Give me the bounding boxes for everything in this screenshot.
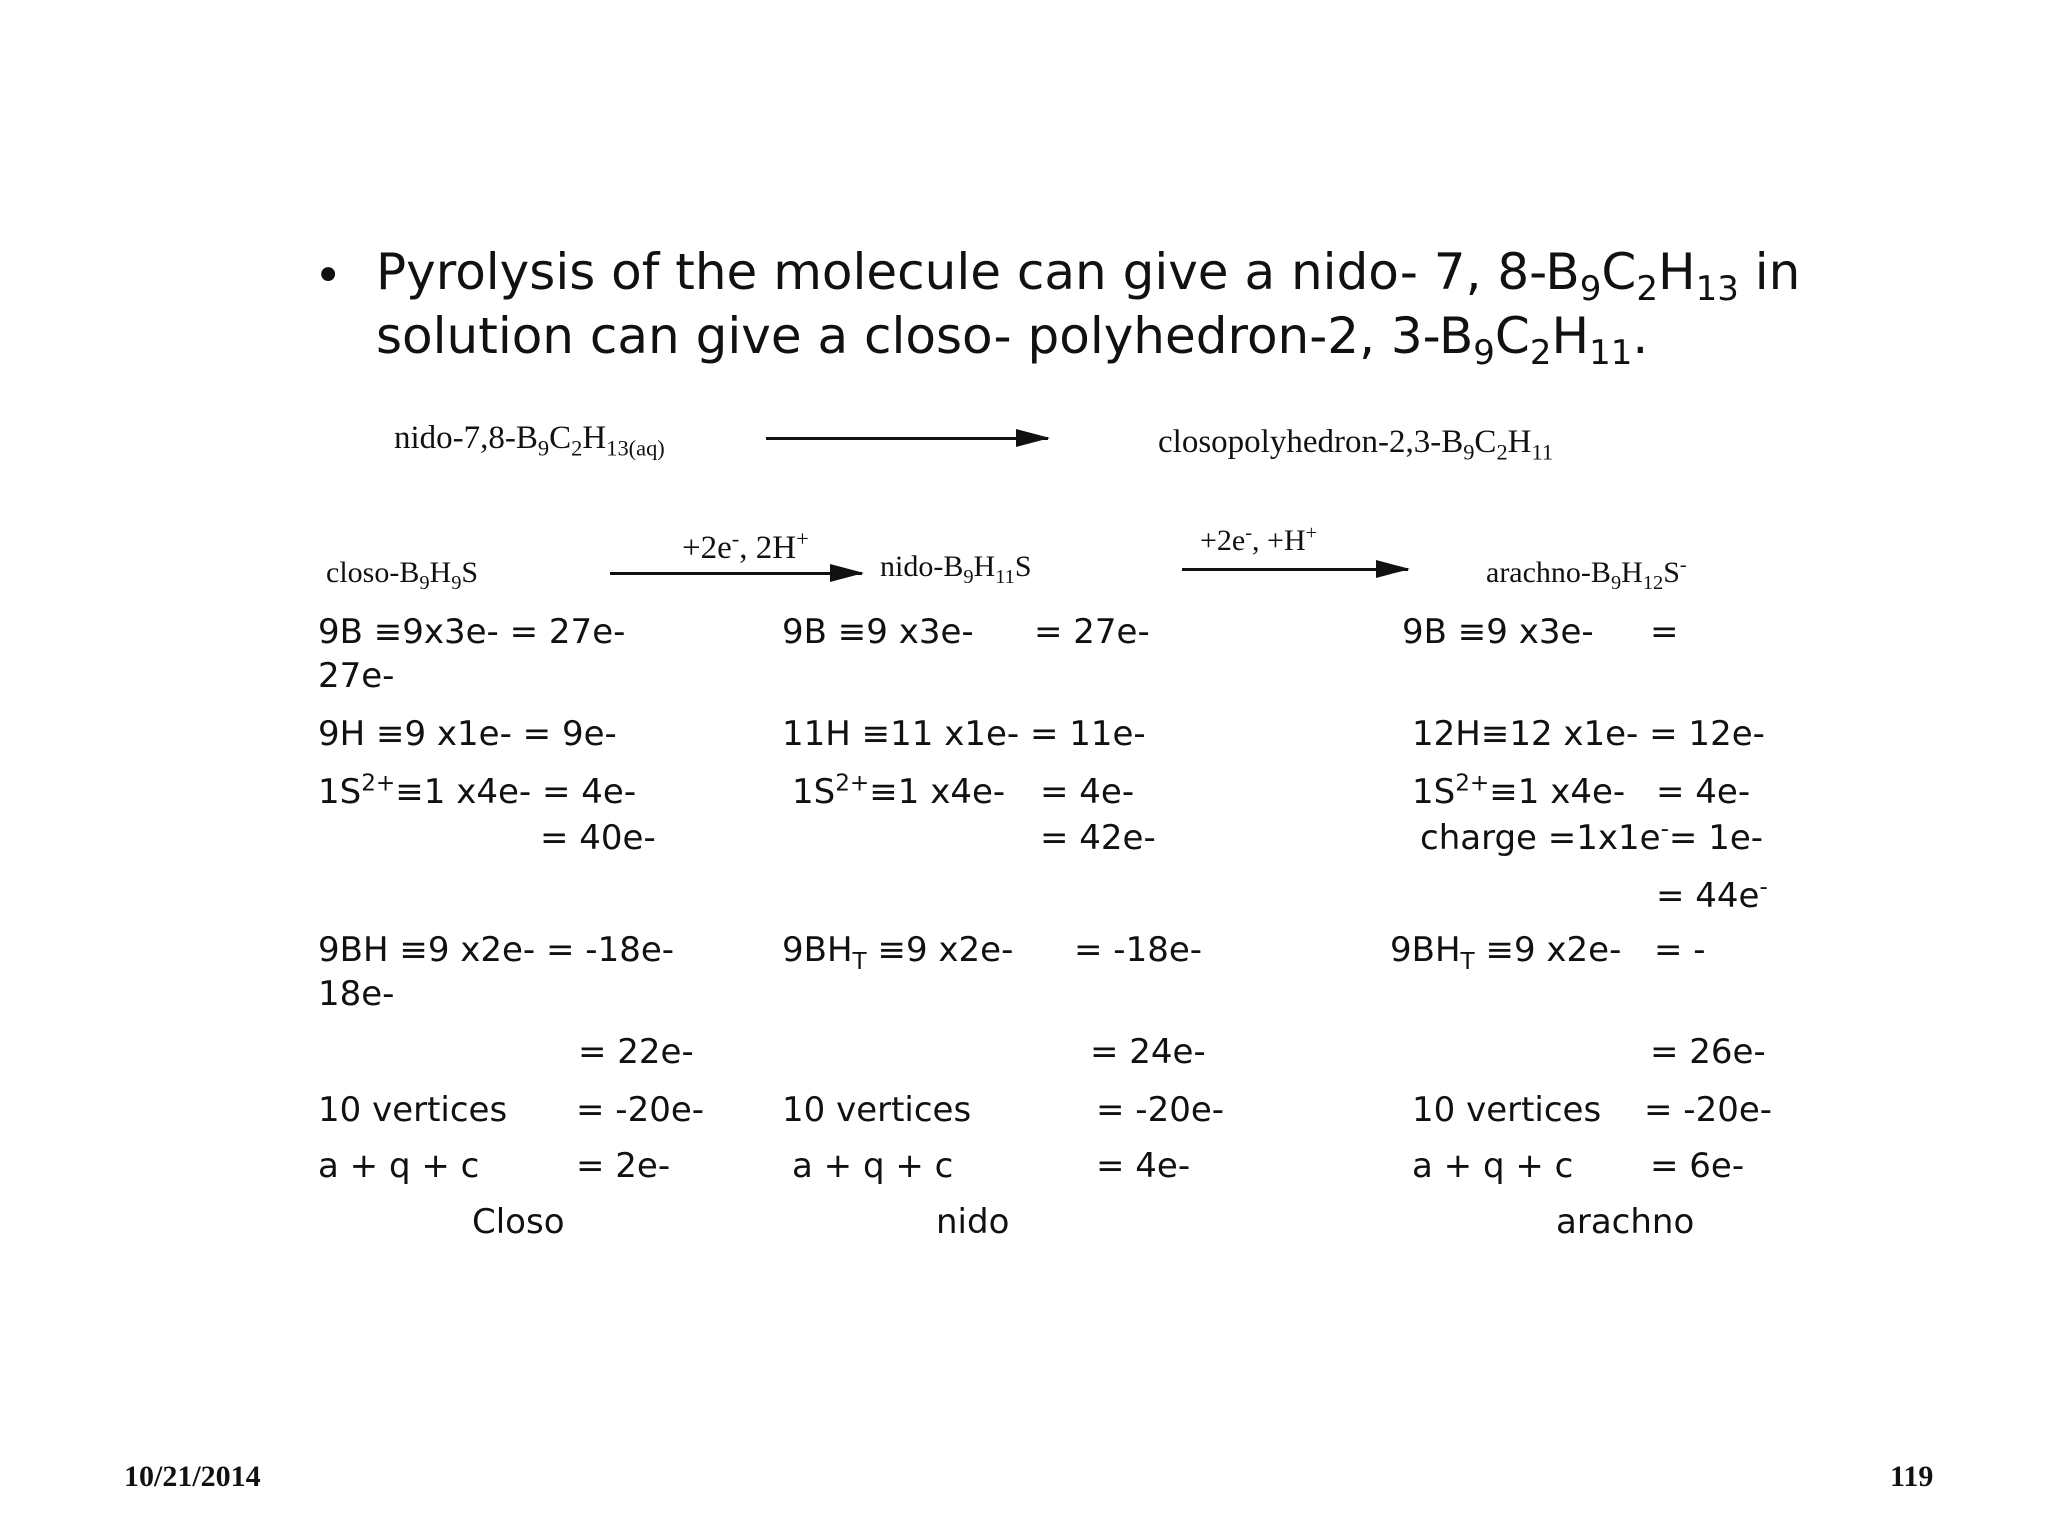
col2-boron-value: = 27e- xyxy=(1034,612,1150,652)
nido-formula: nido-$B_9H_{11}S$ xyxy=(880,550,1032,588)
col2-boron-label: 9B ≡9 x3e- xyxy=(782,612,974,652)
closo-formula: closo-$B_9H_9S$ xyxy=(326,556,479,594)
col3-hydrogen-count: 12H≡12 x1e- = 12e- xyxy=(1412,714,1765,754)
col3-sulfur-label: $1S^{2+}\equiv 1$ x4e- xyxy=(1412,770,1626,812)
col2-bh-value: = -18e- xyxy=(1074,930,1203,970)
col3-net: = 26e- xyxy=(1650,1032,1766,1072)
page-number: 119 xyxy=(1890,1460,1934,1493)
col1-bh-count: 9BH ≡9 x2e- = -18e- xyxy=(318,930,675,970)
col1-vertices-label: 10 vertices xyxy=(318,1090,508,1130)
col2-bh-label: $9BH_T \equiv 9$ x2e- xyxy=(782,930,1014,975)
col2-net: = 24e- xyxy=(1090,1032,1206,1072)
col1-boron-count-wrap: 27e- xyxy=(318,656,395,696)
col3-boron-label: 9B ≡9 x3e- xyxy=(1402,612,1594,652)
col1-boron-count: 9B ≡9x3e- = 27e- xyxy=(318,612,626,652)
col2-vertices-label: 10 vertices xyxy=(782,1090,972,1130)
reaction2-arrow-1 xyxy=(610,572,862,575)
col3-boron-value: = xyxy=(1650,612,1679,652)
col1-total: = 40e- xyxy=(540,818,656,858)
col3-sulfur-value: = 4e- xyxy=(1656,772,1751,812)
col1-sulfur-count: $1S^{2+}\equiv 1$ x4e- = 4e- xyxy=(318,770,637,812)
arachno-formula: arachno-$B_9H_{12}S^-$ xyxy=(1486,554,1687,594)
reaction1-reactant: nido-$7,8-B_9C_2H_{13(aq)}$ xyxy=(394,420,665,461)
col2-hydrogen-count: 11H ≡11 x1e- = 11e- xyxy=(782,714,1146,754)
col3-aqc-value: = 6e- xyxy=(1650,1146,1745,1186)
reaction2-arrow-2 xyxy=(1182,568,1408,571)
reaction1-arrow xyxy=(766,437,1048,440)
arrow1-label: +2e-, 2H+ xyxy=(682,526,809,566)
col1-aqc-label: a + q + c xyxy=(318,1146,480,1186)
col2-total: = 42e- xyxy=(1040,818,1156,858)
col1-vertices-value: = -20e- xyxy=(576,1090,705,1130)
col3-vertices-label: 10 vertices xyxy=(1412,1090,1602,1130)
col1-hydrogen-count: 9H ≡9 x1e- = 9e- xyxy=(318,714,617,754)
col1-bh-count-wrap: 18e- xyxy=(318,974,395,1014)
col3-bh-value: = - xyxy=(1654,930,1706,970)
reaction1-product: closopolyhedron-$2,3-B_9C_2H_{11}$ xyxy=(1158,424,1554,465)
col2-aqc-label: a + q + c xyxy=(792,1146,954,1186)
col2-cluster-type: nido xyxy=(936,1202,1010,1242)
bullet-line-2: solution can give a closo- polyhedron-2, $3-B_9C_2H_{11}$. xyxy=(376,307,1649,373)
bullet-line-1: Pyrolysis of the molecule can give a nido- 7, $8-B_9C_2H_{13}$ in xyxy=(376,243,1801,309)
col1-net: = 22e- xyxy=(578,1032,694,1072)
arrow2-label: +2e-, +H+ xyxy=(1200,522,1318,557)
col3-cluster-type: arachno xyxy=(1556,1202,1695,1242)
col3-total: = 44e- xyxy=(1656,874,1768,916)
col3-aqc-label: a + q + c xyxy=(1412,1146,1574,1186)
col3-bh-label: $9BH_T \equiv 9$ x2e- xyxy=(1390,930,1622,975)
col2-sulfur-value: = 4e- xyxy=(1040,772,1135,812)
col1-aqc-value: = 2e- xyxy=(576,1146,671,1186)
footer-date: 10/21/2014 xyxy=(124,1460,261,1493)
col2-aqc-value: = 4e- xyxy=(1096,1146,1191,1186)
col3-charge: charge =1x1e-= 1e- xyxy=(1420,816,1764,858)
col3-vertices-value: = -20e- xyxy=(1644,1090,1773,1130)
bullet-icon: • xyxy=(314,248,343,304)
col1-cluster-type: Closo xyxy=(472,1202,565,1242)
col2-sulfur-label: $1S^{2+}\equiv 1$ x4e- xyxy=(792,770,1006,812)
col2-vertices-value: = -20e- xyxy=(1096,1090,1225,1130)
